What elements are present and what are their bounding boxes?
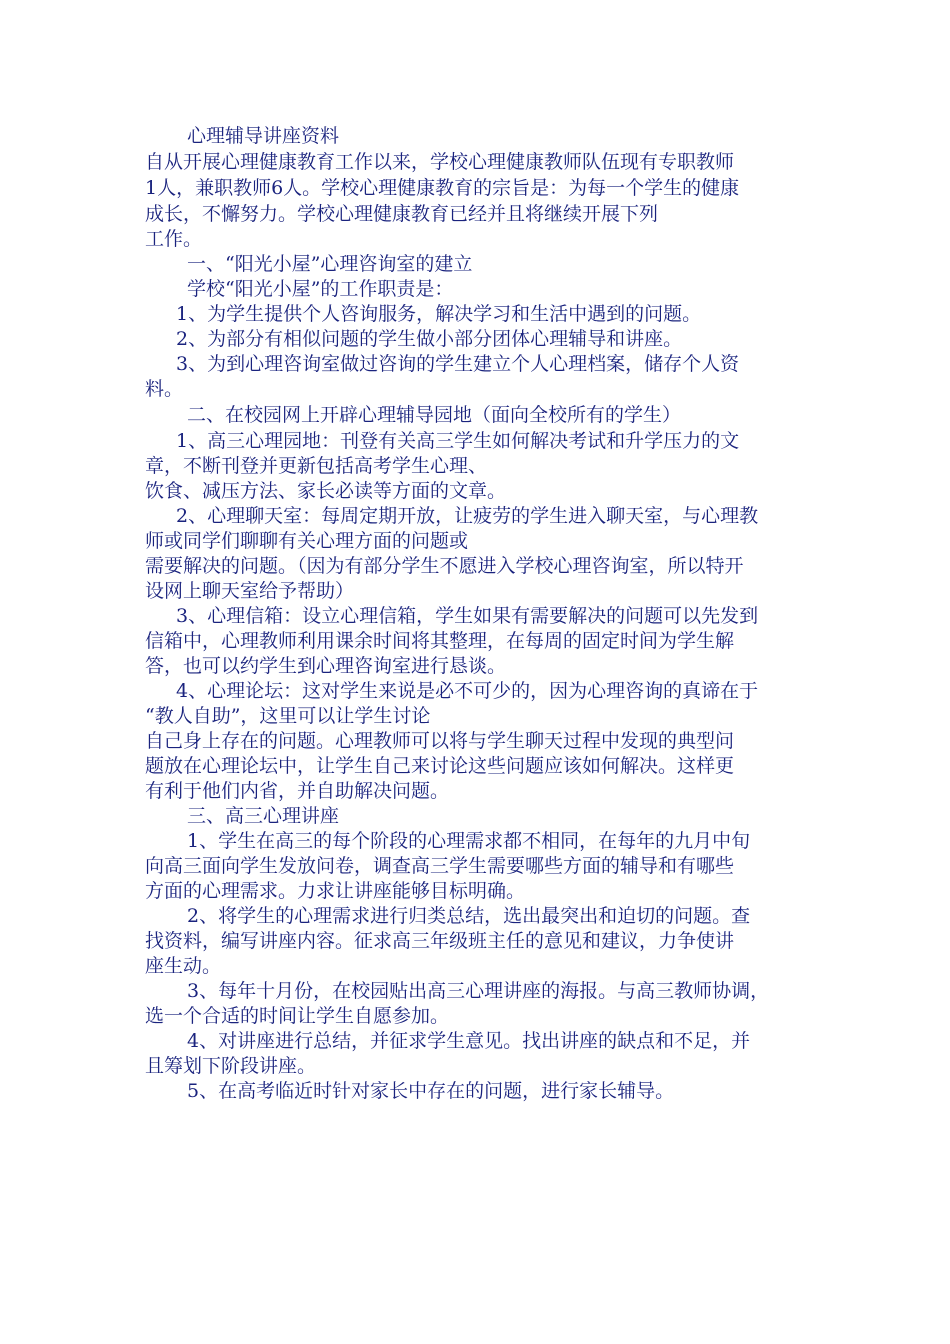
- text-line: 需要解决的问题。（因为有部分学生不愿进入学校心理咨询室，所以特开: [145, 555, 744, 577]
- text-line: 饮食、减压方法、家长必读等方面的文章。: [145, 480, 507, 502]
- section-heading: 三、高三心理讲座: [187, 805, 340, 827]
- list-item: 3、心理信箱：设立心理信箱，学生如果有需要解决的问题可以先发到: [176, 605, 759, 627]
- text-line: 座生动。: [145, 955, 222, 977]
- text-line: 学校“阳光小屋”的工作职责是：: [187, 278, 454, 300]
- text-line: 答，也可以约学生到心理咨询室进行恳谈。: [145, 655, 507, 677]
- list-item: 3、为到心理咨询室做过咨询的学生建立个人心理档案，储存个人资: [176, 353, 740, 375]
- list-item: 2、心理聊天室：每周定期开放，让疲劳的学生进入聊天室，与心理教: [176, 505, 759, 527]
- text-line: 成长，不懈努力。学校心理健康教育已经并且将继续开展下列: [145, 203, 659, 225]
- text-line: 1人，兼职教师6人。学校心理健康教育的宗旨是：为每一个学生的健康: [145, 177, 740, 199]
- text-line: 且筹划下阶段讲座。: [145, 1055, 317, 1077]
- list-item: 2、将学生的心理需求进行归类总结，选出最突出和迫切的问题。查: [187, 905, 751, 927]
- list-item: 1、高三心理园地：刊登有关高三学生如何解决考试和升学压力的文: [176, 430, 740, 452]
- list-item: 2、为部分有相似问题的学生做小部分团体心理辅导和讲座。: [176, 328, 683, 350]
- text-line: 料。: [145, 378, 184, 400]
- text-line: 有利于他们内省，并自助解决问题。: [145, 780, 450, 802]
- text-line: 师或同学们聊聊有关心理方面的问题或: [145, 530, 469, 552]
- text-line: 题放在心理论坛中，让学生自己来讨论这些问题应该如何解决。这样更: [145, 755, 735, 777]
- text-line: 工作。: [145, 228, 203, 250]
- list-item: 3、每年十月份，在校园贴出高三心理讲座的海报。与高三教师协调，: [187, 980, 770, 1002]
- list-item: 1、为学生提供个人咨询服务，解决学习和生活中遇到的问题。: [176, 303, 702, 325]
- section-heading: 二、在校园网上开辟心理辅导园地（面向全校所有的学生）: [187, 404, 682, 426]
- section-heading: 一、“阳光小屋”心理咨询室的建立: [187, 253, 473, 275]
- text-line: 找资料，编写讲座内容。征求高三年级班主任的意见和建议，力争使讲: [145, 930, 735, 952]
- text-line: 章，不断刊登并更新包括高考学生心理、: [145, 455, 488, 477]
- text-line: 方面的心理需求。力求让讲座能够目标明确。: [145, 880, 526, 902]
- text-line: “教人自助”，这里可以让学生讨论: [145, 705, 431, 727]
- list-item: 4、对讲座进行总结，并征求学生意见。找出讲座的缺点和不足，并: [187, 1030, 751, 1052]
- list-item: 1、学生在高三的每个阶段的心理需求都不相同，在每年的九月中旬: [187, 830, 751, 852]
- list-item: 5、在高考临近时针对家长中存在的问题，进行家长辅导。: [187, 1080, 675, 1102]
- text-line: 信箱中，心理教师利用课余时间将其整理，在每周的固定时间为学生解: [145, 630, 735, 652]
- document-title: 心理辅导讲座资料: [187, 125, 340, 147]
- text-line: 自从开展心理健康教育工作以来，学校心理健康教师队伍现有专职教师: [145, 151, 735, 173]
- list-item: 4、心理论坛：这对学生来说是必不可少的，因为心理咨询的真谛在于: [176, 680, 759, 702]
- text-line: 自己身上存在的问题。心理教师可以将与学生聊天过程中发现的典型问: [145, 730, 735, 752]
- text-line: 设网上聊天室给予帮助）: [145, 580, 355, 602]
- text-line: 选一个合适的时间让学生自愿参加。: [145, 1005, 450, 1027]
- text-line: 向高三面向学生发放问卷，调查高三学生需要哪些方面的辅导和有哪些: [145, 855, 735, 877]
